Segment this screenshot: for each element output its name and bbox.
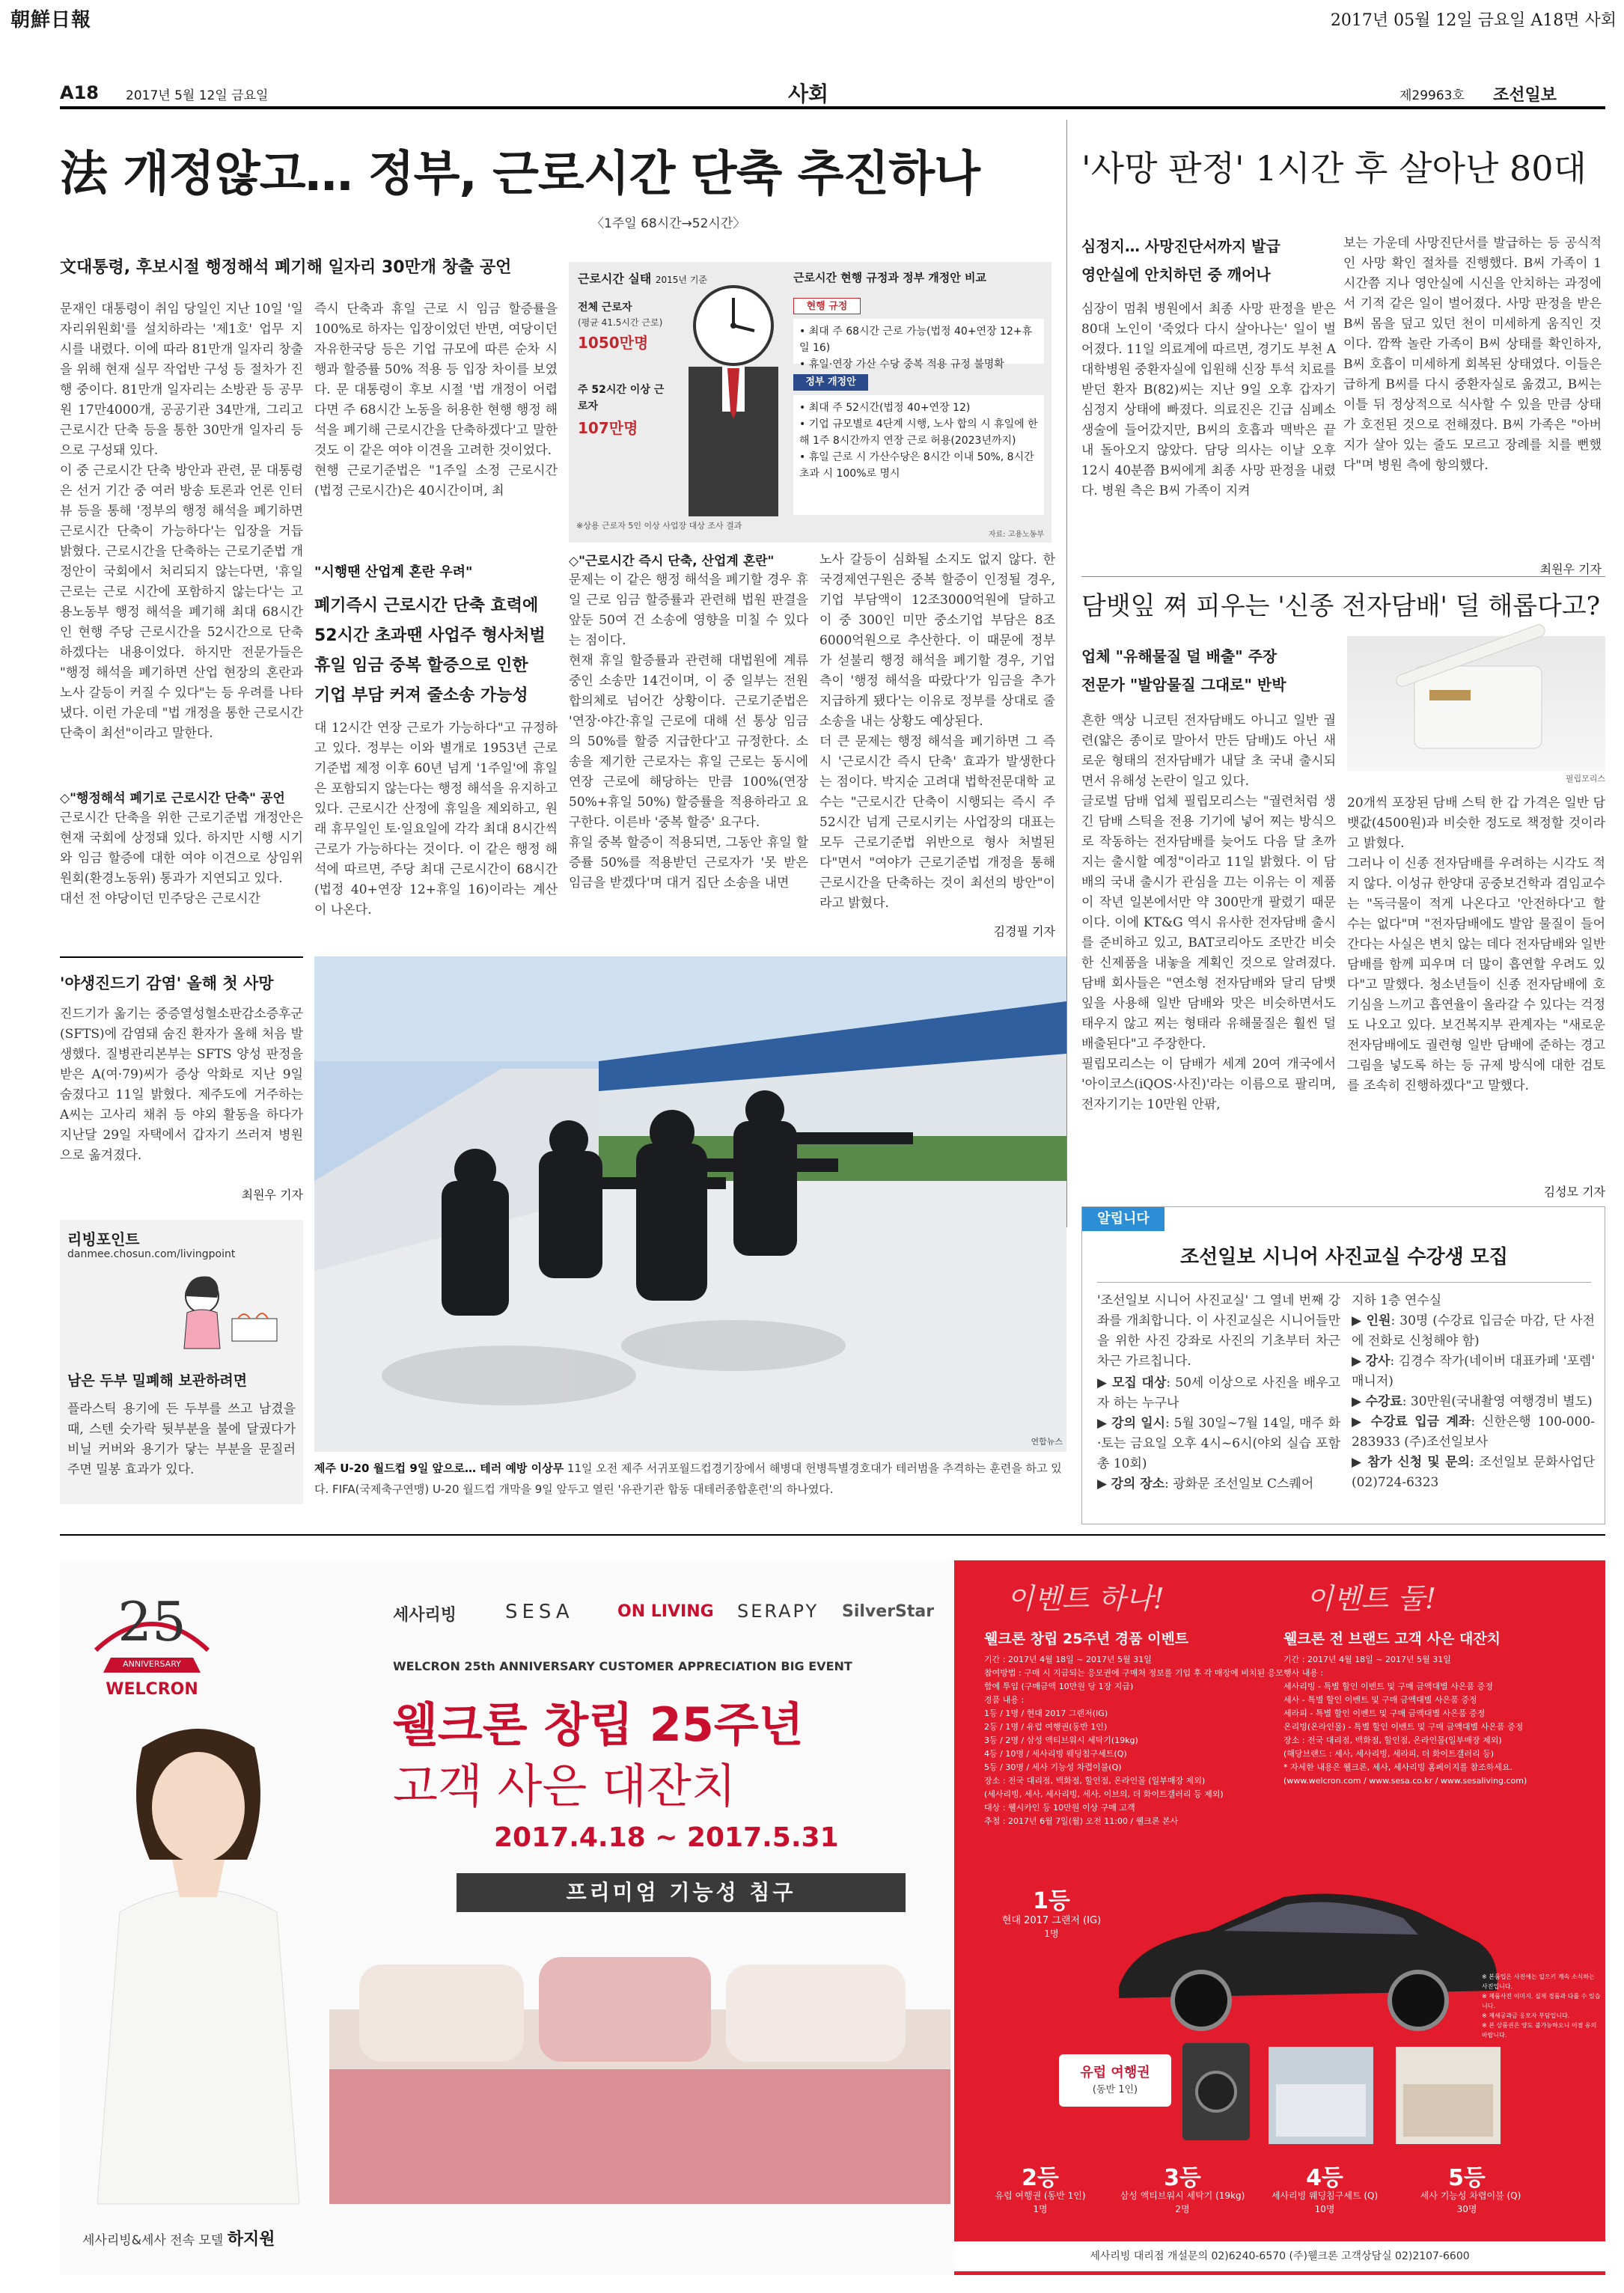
event2-text: 기간 : 2017년 4월 18일 ~ 2017년 5월 31일 행사 내용 : 세사리빙 - 특별 할인 이벤트 및 구매 금액대별 사은품 증정 세사 - 특별 할인 이벤트 및 구매 금액대별 사은품 증정 세라피 - 특별 할인 이벤트 및 구매 금액대별 사은품 증정 온리빙(온라인몰) - 특별 할인 이벤트 및 구매 금액대별 사은품 증정 장소 : 전국 대리점, 백화점, 할인점, 온라인몰(일부매장 제외) (해당브랜드 : 세사, 세사리빙, 세라피, 더 화이트갤러리 등) * 자세한 내용은 웰크론, 세사, 세사리빙 홈페이지를 참조하세요. (www.welcron.com / www.sesa.co.kr / www.sesaliving.com) <box>1283 1655 1527 1786</box>
notice-item <box>1097 1373 1340 1414</box>
cooking-woman-illustration <box>172 1266 292 1356</box>
notice-item <box>1097 1474 1340 1494</box>
prize1-rank: 1등 <box>1033 1888 1070 1914</box>
paper-name: 조선일보 <box>1493 86 1557 105</box>
graphic-note: ※상용 근로자 5인 이상 사업장 대상 조사 결과 <box>576 521 742 531</box>
living-body: 플라스틱 용기에 든 두부를 쓰고 남겼을 때, 스텐 숫가락 뒷부분을 불에 달궜다가 비닐 커버와 용기가 닿는 부분을 문질러주면 밀봉 효과가 있다. <box>67 1402 296 1477</box>
page-date: 2017년 5월 12일 금요일 <box>126 88 269 103</box>
current-rule-tag: 현행 규정 <box>793 298 861 314</box>
ad-dates: 2017.4.18 ~ 2017.5.31 <box>494 1822 839 1853</box>
notice-item-value: : 조선일보 문화사업단 (02)724-6323 <box>1352 1455 1595 1490</box>
tick-body: 진드기가 옮기는 중증열성혈소판감소증후군(SFTS)에 감염돼 숨진 환자가 올해 처음 발생했다. 질병관리본부는 SFTS 양성 판정을 받은 A(여·79)씨가 증상 악화로 지난 9일 숨졌다고 11일 밝혔다. 제주도에 거주하는 A씨는 고사리 채취 등 야외 활동을 하다가 지난달 29일 자택에서 갑자기 쓰러져 병원으로 옮겨졌다. <box>60 1007 303 1163</box>
notice-item-key: 인원 <box>1366 1313 1391 1328</box>
work-hours-graphic <box>569 262 1051 543</box>
notice-item-key: 강의 장소 <box>1111 1477 1165 1491</box>
notice-item <box>1097 1414 1340 1474</box>
badge-text: ANNIVERSARY <box>123 1659 181 1669</box>
photo-caption-title: 제주 U-20 월드컵 9일 앞으로… 테러 예방 이상무 <box>314 1462 564 1475</box>
badge-number: 25 <box>117 1590 186 1653</box>
graphic-total-sub: (평균 41.5시간 근로) <box>578 317 663 328</box>
proposal-item: • 기업 규모별로 4단계 시행, 노사 합의 시 휴일에 한해 1주 8시간까지 연장 근로 허용(2023년까지) <box>799 416 1038 449</box>
prize2-tag-sub: (동반 1인) <box>1092 2084 1138 2095</box>
notice-item-key: 강의 일시 <box>1111 1416 1166 1431</box>
notice-item <box>1352 1392 1595 1412</box>
ad-top-rule <box>60 1534 1605 1536</box>
badge-brand: WELCRON <box>106 1680 198 1699</box>
lead-col3-subhead: ◇"근로시간 즉시 단축, 산업계 혼란" <box>569 554 775 569</box>
brand-on-living: ON LIVING <box>617 1602 714 1621</box>
notice-item <box>1352 1412 1595 1453</box>
ad-ribbon: 프리미엄 기능성 침구 <box>457 1873 906 1912</box>
model-caption-text: 세사리빙&세사 전속 모델 <box>82 2233 224 2248</box>
lead-col1b: 근로시간 단축을 위한 근로기준법 개정안은 현재 국회에 상정돼 있다. 하지만 시행 시기와 임금 할증에 대한 여야 이견으로 상임위원회(환경노동위) 통과가 지연되고 있다. 대선 전 야당이던 민주당은 근로시간 <box>60 810 303 906</box>
current-rule-box <box>793 319 1044 370</box>
proposal-box <box>793 395 1044 515</box>
lead-col3: 문제는 이 같은 행정 해석을 폐기할 경우 휴일 근로 임금 할증률과 관련해 법원 판결을 앞둔 50여 건 소송에 영향을 미칠 수 있다는 점이다. 현재 휴일 할증률과 관련해 대법원에 계류 중인 소송만 14건이며, 이 중 일부는 전원합의체로 넘어간 상황이다. 근로기준법은 '연장·야간·휴일 근로에 대해 선 통상 임금의 50%를 할증 지급한다'고 규정한다. 소송을 제기한 근로자는 휴일 근로는 동시에 연장 근로에 해당하는 만큼 100%(연장 50%+휴일 50%) 할증률을 적용하라고 요구한다. 이른바 '중복 할증' 요구다. 휴일 중복 할증이 적용되면, 그동안 휴일 할증률 50%를 적용받던 근로자가 '못 받은 임금을 받겠다'며 대거 집단 소송을 내면 <box>569 573 808 891</box>
living-title: 리빙포인트 <box>67 1230 140 1248</box>
lead-subtitle: 〈1주일 68시간→52시간〉 <box>591 216 746 231</box>
notice-item-value: : 김경수 작가(네이버 대표카페 '포렘' 매니저) <box>1352 1354 1595 1389</box>
quilt-image <box>1396 2047 1501 2144</box>
notice-item-key: 모집 대상 <box>1112 1376 1167 1390</box>
living-url: danmee.chosun.com/livingpoint <box>67 1248 236 1260</box>
living-point-box <box>60 1220 303 1504</box>
prize3-qty: 2명 <box>1175 2204 1190 2214</box>
graphic-over-value: 107만명 <box>578 419 638 437</box>
notice-tag: 알립니다 <box>1082 1207 1164 1231</box>
photo-caption-text: 11일 오전 제주 서귀포월드컵경기장에서 해병대 헌병특별경호대가 테러범을 추격하는 훈련을 하고 있다. FIFA(국제축구연맹) U-20 월드컵 개막을 9일 앞두고 열린 '유관기관 합동 대테러종합훈련'의 하나였다. <box>314 1462 1062 1496</box>
masthead-date: 2017년 05월 12일 금요일 A18면 사회 <box>1330 11 1617 30</box>
notice-item <box>1352 1453 1595 1493</box>
graphic-source: 자료: 고용노동부 <box>988 531 1044 539</box>
lead-col2-deck: 폐기즉시 근로시간 단축 효력에 52시간 초과땐 사업주 형사처벌 휴일 임금 중복 할증으로 인한 기업 부담 커져 줄소송 가능성 <box>314 596 546 705</box>
lead-col1-subhead: ◇"행정해석 폐기로 근로시간 단축" 공언 <box>60 791 285 806</box>
right-top-headline: '사망 판정' 1시간 후 살아난 80대 <box>1081 148 1587 189</box>
prize4-rank: 4등 <box>1306 2165 1343 2191</box>
right-top-deck: 심정지… 사망진단서까지 발급 영안실에 안치하던 중 깨어나 <box>1081 237 1280 284</box>
prize5-name: 세사 기능성 차렵이불 (Q) <box>1420 2190 1521 2201</box>
notice-box <box>1081 1206 1605 1524</box>
current-rule-item: • 최대 주 68시간 근로 가능(법정 40+연장 12+휴일 16) <box>799 323 1038 356</box>
lead-byline: 김경필 기자 <box>993 924 1055 938</box>
column-divider <box>1066 120 1067 1227</box>
ad-headline-1: 웰크론 창립 25주년 <box>393 1697 804 1752</box>
prize5-qty: 30명 <box>1456 2204 1477 2214</box>
prize2-rank: 2등 <box>1022 2165 1059 2191</box>
ecig-byline: 김성모 기자 <box>1543 1185 1605 1199</box>
notice-divider <box>1097 1282 1591 1283</box>
brand-serapy: SERAPY <box>737 1601 819 1622</box>
right-top-col1: 심장이 멈춰 병원에서 최종 사망 판정을 받은 80대 노인이 '죽었다 다시 살아나는' 일이 벌어졌다. 11일 의료계에 따르면, 경기도 부천 A대학병원 중환자실에 입원해 신장 투석 치료를 받던 환자 B(82)씨는 지난 9일 오후 갑자기 심정지 상태에 빠졌다. 의료진은 긴급 심폐소생술에 들어갔지만, B씨의 호흡과 맥박은 끝내 돌아오지 않았다. 담당 의사는 이날 오후 12시 40분쯤 B씨에게 최종 사망 판정을 내렸다. 병원 측은 B씨 가족이 지켜 <box>1081 302 1336 498</box>
prize3-rank: 3등 <box>1164 2165 1201 2191</box>
event1-script: 이벤트 하나! <box>1007 1582 1164 1615</box>
ecig-top-rule <box>1081 576 1605 577</box>
event1-title: 웰크론 창립 25주년 경품 이벤트 <box>984 1631 1189 1647</box>
prize2-name: 유럽 여행권 (동반 1인) <box>995 2190 1086 2201</box>
photo-caption <box>314 1458 1066 1503</box>
notice-item <box>1352 1311 1595 1352</box>
washer-image <box>1179 2039 1254 2144</box>
brand-silverstar: SilverStar <box>842 1602 935 1621</box>
prize1-name: 현대 2017 그랜저 (IG) <box>1001 1915 1102 1926</box>
proposal-tag: 정부 개정안 <box>793 374 868 391</box>
notice-right-list <box>1352 1311 1595 1521</box>
prize4-qty: 10명 <box>1314 2204 1335 2214</box>
welcron-ad <box>60 1560 1605 2275</box>
grandeur-car-image <box>1104 1860 1508 2039</box>
header-rule <box>60 106 1605 109</box>
notice-item-value: : 30만원(국내촬영 여행경비 별도) <box>1402 1394 1593 1409</box>
current-rule-item: • 휴일·연장 가산 수당 중복 적용 규정 불명확 <box>799 356 1038 373</box>
lead-col2: 즉시 단축과 휴일 근로 시 임금 할증률을 100%로 하자는 입장이었던 반면, 여당이던 자유한국당 등은 기업 규모에 따른 순차 시행과 할증률 50% 적용 등 입장 차이를 보였다. 문 대통령이 후보 시절 '법 개정이 어렵다면 주 68시간 노동을 허용한 현행 행정 해석을 폐기해 근로시간을 단축하겠다'고 말한 것도 이 같은 여야 이견을 고려한 것이었다. 현행 근로기준법은 "1주일 소정 근로시간(법정 근로시간)은 40시간이며, 최 <box>314 302 558 498</box>
notice-left-tail: 지하 1층 연수실 <box>1352 1293 1442 1308</box>
wedding-bedding-image <box>1269 2047 1373 2144</box>
lead-col4: 노사 갈등이 심화될 소지도 없지 않다. 한국경제연구원은 중복 할증이 인정될 경우, 기업 부담액이 12조3000억원에 달하고 이 중 300인 미만 중소기업 부담은 8조6000억원으로 추산한다. 이 때문에 정부가 섣불리 행정 해석을 폐기할 경우, 기업 측이 '행정 해석을 따랐다'가 임금을 추가 지급하게 됐다'는 이유로 정부를 상대로 줄소송을 내는 상황도 예상된다. 더 큰 문제는 행정 해석을 폐기하면 그 즉시 '근로시간 즉시 단축' 효과가 발생한다는 점이다. 박지순 고려대 법학전문대학 교수는 "근로시간 단축이 시행되는 즉시 주 52시간 넘게 근로시키는 사업장의 대표는 모두 근로기준법 위반으로 형사 처벌된다"면서 "여야가 근로기준법 개정을 통해 근로시간을 단축하는 것이 최선의 방안"이라고 밝혔다. <box>819 552 1056 911</box>
notice-left-list <box>1097 1373 1340 1523</box>
prize1-qty: 1명 <box>1044 1929 1059 1939</box>
clock-head-man-illustration <box>681 284 786 516</box>
bedding-illustration <box>329 1920 950 2204</box>
prize2-qty: 1명 <box>1033 2204 1048 2214</box>
prize2-travel-tag <box>1059 2054 1171 2107</box>
notice-item <box>1352 1352 1595 1392</box>
notice-title: 조선일보 시니어 사진교실 수강생 모집 <box>1179 1246 1509 1268</box>
notice-intro: '조선일보 시니어 사진교실' 그 열네 번째 강좌를 개최합니다. 이 사진교실은 시니어들만을 위한 사진 강좌로 사진의 기초부터 차근차근 가르칩니다. <box>1097 1293 1340 1369</box>
ecig-deck: 업체 "유해물질 덜 배출" 주장 전문가 "발암물질 그대로" 반박 <box>1081 647 1286 694</box>
event2-title: 웰크론 전 브랜드 고객 사은 대잔치 <box>1283 1631 1501 1647</box>
notice-item-key: 수강료 입금 계좌 <box>1370 1414 1471 1429</box>
prize3-name: 삼성 액티브워시 세탁기 (19kg) <box>1120 2190 1245 2201</box>
model-caption <box>82 2226 382 2252</box>
prize2-tag-label: 유럽 여행권 <box>1080 2065 1150 2080</box>
notice-item-value: : 광화문 조선일보 C스퀘어 <box>1164 1477 1314 1491</box>
prize5-rank: 5등 <box>1448 2165 1486 2191</box>
ad-right-panel <box>954 1560 1605 2275</box>
ad-left-panel <box>60 1560 954 2275</box>
brand-sesa: SESA <box>505 1601 574 1623</box>
marines-drill-image <box>314 956 1066 1452</box>
event2-script: 이벤트 둘! <box>1306 1582 1437 1615</box>
prize-note: ※ 본품입은 사진에는 일으키 계속 소식하는 사진입니다. ※ 제품사진 이미지. 실제 경품과 다를 수 있습니다. ※ 제세공과금 응모자 부담입니다. ※ 본 상품권은 양도 불가능하오니 이점 유의 바랍니다. <box>1482 1973 1601 2039</box>
graphic-left-title-year: 2015년 기준 <box>655 275 708 285</box>
right-top-col2: 보는 가운데 사망진단서를 발급하는 등 공식적인 사망 확인 절차를 진행했다. B씨 가족이 1시간쯤 지나 영안실에 시신을 안치하는 과정에서 기적 같은 일이 벌어졌다. 사망 판정을 받은 B씨 몸을 덮고 있던 천이 미세하게 움직인 것이다. 깜짝 놀란 가족이 B씨 상태를 확인하자, B씨 호흡이 미세하게 회복된 상태였다. 이들은 급하게 B씨를 다시 중환자실로 옮겼고, B씨는 이틀 뒤 정상적으로 식사할 수 있을 만큼 상태가 호전된 것으로 전해졌다. B씨 가족은 "아버지가 살아 있는 줄도 모르고 장례를 치를 뻔했다"며 병원 측에 항의했다. <box>1343 236 1602 473</box>
notice-item-key: 강사 <box>1365 1354 1391 1369</box>
brand-row <box>393 1598 935 1635</box>
graphic-total-value: 1050만명 <box>578 334 649 352</box>
ad-eng-line: WELCRON 25th ANNIVERSARY CUSTOMER APPRECIATION BIG EVENT <box>393 1659 852 1673</box>
notice-item-value: : 30명 (수강료 입금순 마감, 단 사전에 전화로 신청해야 함) <box>1352 1313 1595 1349</box>
tick-byline: 최원우 기자 <box>241 1188 303 1202</box>
issue-number: 제29963호 <box>1399 88 1465 103</box>
ecig-col2: 20개씩 포장된 담배 스틱 한 갑 가격은 일반 담뱃값(4500원)과 비슷한 정도로 책정할 것이라고 밝혔다. 그러나 이 신종 전자담배를 우려하는 시각도 적지 않다. 이성규 한양대 공중보건학과 겸임교수는 "독극물이 적게 나온다고 '안전하다'고 할 수는 없다"며 "전자담배에도 발암 물질이 들어간다는 사실은 변치 않는 데다 전자담배와 일반 담배를 함께 피우며 더 많이 흡연할 우려도 있다"고 말했다. 청소년들이 신종 전자담배에 호기심을 느끼고 흡연율이 올라갈 수 있다는 걱정도 나오고 있다. 보건복지부 관계자는 "새로운 전자담배에도 궐련형 일반 담배에 준하는 경고 그림을 넣도록 하는 등 규제 방식에 대한 검토를 조속히 진행하겠다"고 말했다. <box>1347 796 1605 1093</box>
living-headline: 남은 두부 밀폐해 보관하려면 <box>67 1373 248 1389</box>
graphic-total-label: 전체 근로자 <box>578 302 632 314</box>
prize4-name: 세사리빙 웨딩침구세트 (Q) <box>1271 2190 1379 2201</box>
notice-item-value: : 5월 30일~7월 14일, 매주 화·토는 금요일 오후 4시~6시(야외 실습 포함 총 10회) <box>1097 1416 1341 1471</box>
lead-deck: 文대통령, 후보시절 행정해석 폐기해 일자리 30만개 창출 공언 <box>60 258 512 277</box>
lead-col2b: 대 12시간 연장 근로가 가능하다"고 규정하고 있다. 정부는 이와 별개로 1953년 근로기준법 제정 이후 60년 넘게 '1주일'에 휴일은 포함되지 않는다는 행정 해석을 유지하고 있다. 근로시간 산정에 휴일을 제외하고, 원래 휴무일인 토·일요일에 각각 최대 8시간씩 근로가 가능하다는 것이다. 이 같은 행정 해석에 따르면, 주당 최대 근로시간이 68시간(법정 40+연장 12+휴일 16)이라는 계산이 나온다. <box>314 721 558 917</box>
notice-item-key: 수강료 <box>1365 1394 1402 1409</box>
notice-item-value: : 신한은행 100-000-283933 (주)조선일보사 <box>1352 1414 1595 1450</box>
proposal-item: • 휴일 근로 시 가산수당은 8시간 이내 50%, 8시간 초과 시 100%로 명시 <box>799 449 1038 482</box>
iqos-product-photo <box>1347 636 1605 771</box>
photo-credit: 연합뉴스 <box>1031 1437 1063 1447</box>
lead-col1: 문재인 대통령이 취임 당일인 지난 10일 '일자리위원회'를 설치하라는 '제1호' 업무 지시를 내렸다. 이에 따라 81만개 일자리 창출을 위해 현재 실무 작업반 구성 등 절차가 진행 중이다. 81만개 일자리는 소방관 등 공무원 17만4000개, 공공기관 34만개, 그리고 근로시간 단축 등을 통한 30만개 일자리 등으로 구성돼 있다. 이 중 근로시간 단축 방안과 관련, 문 대통령은 선거 기간 중 여러 방송 토론과 언론 인터뷰 등을 통해 '정부의 행정 해석을 폐기하면 근로시간 단축이 가능하다'는 입장을 거듭 밝혔다. 근로시간을 단축하는 근로기준법 개정안이 국회에서 처리되지 않는다면, '휴일 근로는 근로 시간에 포함하지 않는다'는 고용노동부 행정 해석을 폐기해 최대 68시간인 현행 주당 근로시간을 52시간으로 단축하겠다는 내용이었다. 하지만 전문가들은 "행정 해석을 폐기하면 산업 현장의 혼란과 노사 갈등이 커질 수 있다"는 등 우려를 나타냈다. 이런 가운데 "법 개정을 통한 근로시간 단축이 최선"이라고 말한다. <box>60 302 303 741</box>
ad-footer: 세사리빙 대리점 개설문의 02)6240-6570 (주)웰크론 고객상담실 02)2107-6600 <box>954 2241 1605 2271</box>
tick-top-rule <box>60 956 303 958</box>
ecig-headline: 담뱃잎 쪄 피우는 '신종 전자담배' 덜 해롭다고? <box>1081 591 1600 621</box>
tick-headline: '야생진드기 감염' 올해 첫 사망 <box>60 974 274 992</box>
page-number: A18 <box>60 82 99 103</box>
model-illustration <box>75 1718 322 2204</box>
notice-item-key: 참가 신청 및 문의 <box>1367 1455 1470 1470</box>
event1-text: 기간 : 2017년 4월 18일 ~ 2017년 5월 31일 참여방법 : 구매 시 지급되는 응모권에 구매처 정보를 기입 후 각 매장에 비치된 응모함에 투입 (구매금액 10만원 당 1장 지급) 경품 내용 : 1등 / 1명 / 현대 2017 그랜저(IG) 2등 / 1명 / 유럽 여행권(동반 1인) 3등 / 2명 / 삼성 액티브워시 세탁기(19kg) 4등 / 10명 / 세사리빙 웨딩침구세트(Q) 5등 / 30명 / 세사 기능성 차렵이불(Q) 장소 : 전국 대리점, 백화점, 할인점, 온라인몰 (일부매장 제외) (세사리빙, 세사, 세사리빙, 세사, 이브의, 더 화이트갤러리 등 제외) 대상 : 웰시카인 등 10만원 이상 구매 고객 추첨 : 2017년 6월 7일(월) 오전 11:00 / 웰크론 본사 <box>984 1655 1283 1826</box>
section-name: 사회 <box>787 82 829 106</box>
ecig-col1: 흔한 액상 니코틴 전자담배도 아니고 일반 궐련(얇은 종이로 말아서 만든 담배)도 아닌 새로운 형태의 전자담배가 내달 초 국내 출시되면서 유해성 논란이 일고 있다. 글로벌 담배 업체 필립모리스는 "궐련처럼 생긴 담배 스틱을 전용 기기에 넣어 찌는 방식으로 작동하는 전자담배를 늦어도 다음 달 초까지는 출시할 예정"이라고 11일 밝혔다. 이 담배의 국내 출시가 관심을 끄는 이유는 이 제품이 작년 일본에서만 약 300만개 팔렸기 때문이다. 이에 KT&G 역시 유사한 전자담배 출시를 준비하고 있고, BAT코리아도 조만간 비슷한 신제품을 내놓을 계획인 것으로 알려졌다. 담배 회사들은 "연소형 전자담배와 달리 담뱃잎을 사용해 일반 담배와 맛은 비슷하면서도 태우지 않고 찌는 형태라 유해물질은 훨씬 덜 배출된다"고 주장한다. 필립모리스는 이 담배가 세계 20여 개국에서 '아이코스(iQOS·사진)'라는 이름으로 팔리며, 전자기기는 10만원 안팎, <box>1081 713 1336 1112</box>
brand-sesa-living: 세사리빙 <box>393 1606 457 1625</box>
graphic-over-label: 주 52시간 이상 근로자 <box>578 384 665 412</box>
right-top-byline: 최원우 기자 <box>1539 562 1602 576</box>
ad-headline-2: 고객 사은 대잔치 <box>393 1759 736 1813</box>
anniversary-badge <box>81 1583 223 1710</box>
ecig-photo-credit: 필립모리스 <box>1565 774 1605 784</box>
notice-item-value: : 50세 이상으로 사진을 배우고자 하는 누구나 <box>1097 1376 1341 1411</box>
masthead-logo: 朝鮮日報 <box>10 9 92 31</box>
counterterror-photo <box>314 956 1066 1452</box>
lead-col2-subhead: "시행땐 산업계 혼란 우려" <box>314 564 473 580</box>
proposal-item: • 최대 주 52시간(법정 40+연장 12) <box>799 400 1038 416</box>
lead-headline: 法 개정않고… 정부, 근로시간 단축 추진하나 <box>60 147 980 202</box>
graphic-right-title: 근로시간 현행 규정과 정부 개정안 비교 <box>793 271 986 284</box>
graphic-left-title-text: 근로시간 실태 <box>578 272 652 286</box>
iqos-device-image <box>1347 636 1605 771</box>
model-name: 하지원 <box>227 2230 275 2249</box>
